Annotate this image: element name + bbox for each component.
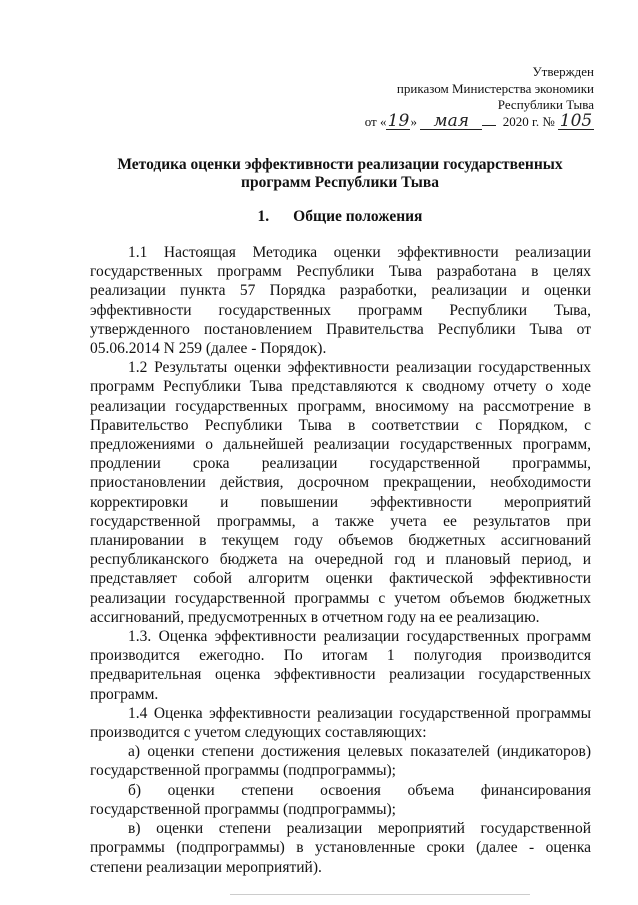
handwritten-order-number: 105 (559, 110, 593, 131)
handwritten-day: 19 (387, 110, 410, 131)
paragraph-1-2: 1.2 Результаты оценки эффективности реализации государственных программ Республики Тыва представляются к сводному отчету о ходе реализации государственных программ, вносимому на рассмотрение в Правительство Республики Тыва в соответствии с Порядком, с предложениями о дальнейшей реализации государственных программ, продлении срока реализации государственной программы, приостановлении действия, досрочном прекращении, необходимости корректировки и повышении эффективности мероприятий государственной программы, а также учета ее результатов при планировании в текущем году объемов бюджетных ассигнований республиканского бюджета на очередной год и плановый период, и представляет собой алгоритм оценки фактической эффективности реализации государственной программы с учетом объемов бюджетных ассигнований, предусмотренных в отчетном году на ее реализацию. (90, 359, 591, 626)
approval-date-line (364, 110, 594, 131)
date-prefix: от « (364, 113, 387, 129)
scan-edge-line (230, 894, 530, 895)
list-item-a: а) оценки степени достижения целевых показателей (индикаторов) государственной программы (подпрограммы); (90, 743, 591, 780)
date-underline-tail (482, 125, 496, 126)
year-and-number-label: 2020 г. № (502, 113, 555, 129)
title-line-2: программ Республики Тыва (241, 174, 439, 191)
document-title (90, 156, 590, 192)
approval-line-2: приказом Министерства экономики (396, 80, 594, 96)
document-body (90, 243, 591, 877)
approval-block (365, 64, 594, 130)
section-heading (90, 207, 590, 226)
section-number: 1. (257, 208, 270, 225)
list-item-c: в) оценки степени реализации мероприятий государственной программы (подпрограммы) в установленные сроки (далее - оценка степени реализации мероприятий). (90, 820, 591, 876)
title-line-1: Методика оценки эффективности реализации государственных (117, 156, 563, 173)
list-item-b: б) оценки степени освоения объема финансирования государственной программы (подпрограммы); (90, 781, 591, 818)
approval-line-1: Утвержден (532, 64, 594, 79)
section-title: Общие положения (293, 208, 423, 225)
paragraph-1-4: 1.4 Оценка эффективности реализации государственной программы производится с учетом следующих составляющих: (90, 704, 591, 742)
handwritten-month: мая (420, 114, 482, 130)
date-mid: » (410, 113, 417, 129)
paragraph-1-1: 1.1 Настоящая Методика оценки эффективности реализации государственных программ Республики Тыва разработана в целях реализации пункта 57 Порядка разработки, реализации и оценки эффективности государственных программ Республики Тыва, утвержденного постановлением Правительства Республики Тыва от 05.06.2014 N 259 (далее - Порядок). (90, 244, 591, 358)
approval-line-3: Республики Тыва (497, 97, 594, 112)
paragraph-1-3: 1.3. Оценка эффективности реализации государственных программ производится ежегодно. По итогам 1 полугодия производится предварительная оценка эффективности реализации государственных программ. (90, 628, 591, 703)
